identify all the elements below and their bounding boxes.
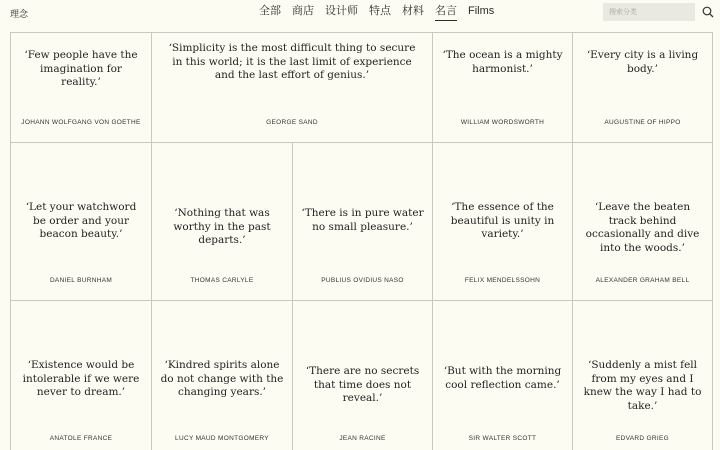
quote-text: ‘Leave the beaten track behind occasionally and dive into the woods.’ [585, 201, 700, 254]
quote-author: EDVARD GRIEG [616, 435, 669, 442]
quote-text: ‘But with the morning cool reflection came.’ [443, 365, 562, 391]
quote-text: ‘Suddenly a mist fell from my eyes and I knew the way I had to take.’ [583, 359, 702, 412]
quote-text: ‘Existence would be intolerable if we were never to dream.’ [22, 359, 140, 398]
quote-author: AUGUSTINE OF HIPPO [604, 119, 681, 126]
quote-text: ‘There is in pure water no small pleasure.’ [301, 207, 424, 233]
quote-text: ‘Let your watchword be order and your beacon beauty.’ [25, 201, 137, 240]
quote-author: ALEXANDER GRAHAM BELL [595, 277, 690, 284]
nav-item-features[interactable]: 特点 [369, 5, 391, 17]
quote-card[interactable] [293, 301, 433, 450]
quote-author: ANATOLE FRANCE [49, 435, 113, 442]
quote-card[interactable] [293, 143, 433, 301]
quote-text: ‘There are no secrets that time does not reveal.’ [305, 365, 420, 404]
quote-card[interactable] [573, 33, 713, 143]
search-icon[interactable] [701, 5, 715, 19]
quote-card[interactable] [11, 33, 152, 143]
quote-author: DANIEL BURNHAM [49, 277, 113, 284]
quote-card[interactable] [152, 143, 293, 301]
quote-card[interactable] [573, 143, 713, 301]
top-bar [0, 0, 720, 28]
nav-item-all[interactable]: 全部 [259, 5, 281, 17]
quote-text: ‘Nothing that was worthy in the past departs.’ [173, 207, 271, 246]
quote-text: ‘Every city is a living body.’ [586, 49, 699, 75]
quote-text: ‘Kindred spirits alone do not change with the changing years.’ [160, 359, 284, 398]
quote-text: ‘Few people have the imagination for reality.’ [24, 49, 138, 88]
quote-author: THOMAS CARLYLE [190, 277, 254, 284]
nav-item-films[interactable]: Films [468, 5, 495, 17]
quote-author: FELIX MENDELSSOHN [464, 277, 541, 284]
quote-text: ‘The essence of the beautiful is unity in variety.’ [450, 201, 555, 240]
search-icon-graphic [701, 5, 715, 19]
quote-grid [10, 32, 713, 450]
quote-text: ‘Simplicity is the most difficult thing to secure in this world; it is the last limit of experience and the last effort of genius.’ [168, 42, 416, 81]
quote-card[interactable] [433, 33, 573, 143]
quote-author: SIR WALTER SCOTT [468, 435, 537, 442]
logo[interactable]: 理念 [10, 9, 29, 19]
nav-item-quotes[interactable]: 名言 [435, 4, 457, 21]
quote-author: LUCY MAUD MONTGOMERY [175, 435, 269, 442]
nav-item-designers[interactable]: 设计师 [325, 5, 358, 17]
quote-author: JOHANN WOLFGANG VON GOETHE [21, 119, 141, 126]
quote-card[interactable] [152, 301, 293, 450]
quote-card[interactable] [152, 33, 433, 143]
quote-author: JEAN RACINE [339, 435, 386, 442]
nav-item-materials[interactable]: 材料 [402, 5, 424, 17]
quote-author: GEORGE SAND [266, 119, 318, 126]
quote-card[interactable] [11, 143, 152, 301]
search-input[interactable] [603, 3, 695, 21]
quote-card[interactable] [433, 143, 573, 301]
quote-card[interactable] [433, 301, 573, 450]
quote-author: PUBLIUS OVIDIUS NASO [321, 277, 404, 284]
quote-text: ‘The ocean is a mighty harmonist.’ [442, 49, 563, 75]
quote-author: WILLIAM WORDSWORTH [460, 119, 545, 126]
quote-card[interactable] [573, 301, 713, 450]
quote-card[interactable] [11, 301, 152, 450]
main-nav [259, 4, 494, 21]
nav-item-shop[interactable]: 商店 [292, 5, 314, 17]
